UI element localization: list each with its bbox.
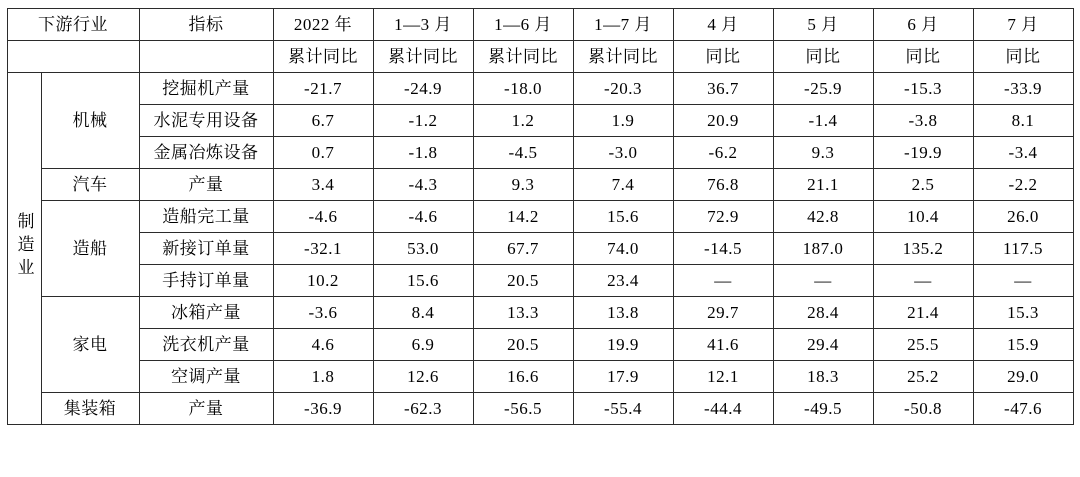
index-cell: 手持订单量 xyxy=(139,265,273,297)
value-cell: 1.8 xyxy=(273,361,373,393)
value-cell: 1.2 xyxy=(473,105,573,137)
value-cell: 29.7 xyxy=(673,297,773,329)
value-cell: 20.9 xyxy=(673,105,773,137)
value-cell: -1.4 xyxy=(773,105,873,137)
index-cell: 挖掘机产量 xyxy=(139,73,273,105)
index-cell: 产量 xyxy=(139,393,273,425)
value-cell: -36.9 xyxy=(273,393,373,425)
header-index-spacer xyxy=(139,41,273,73)
value-cell: 10.2 xyxy=(273,265,373,297)
header-period-6: 6 月 xyxy=(873,9,973,41)
value-cell: -56.5 xyxy=(473,393,573,425)
value-cell: -49.5 xyxy=(773,393,873,425)
value-cell: -4.3 xyxy=(373,169,473,201)
value-cell: 6.9 xyxy=(373,329,473,361)
table-row xyxy=(7,169,1073,201)
index-cell: 水泥专用设备 xyxy=(139,105,273,137)
value-cell: 67.7 xyxy=(473,233,573,265)
value-cell: -21.7 xyxy=(273,73,373,105)
value-cell: 12.6 xyxy=(373,361,473,393)
value-cell: -2.2 xyxy=(973,169,1073,201)
index-cell: 空调产量 xyxy=(139,361,273,393)
value-cell: 16.6 xyxy=(473,361,573,393)
table-row xyxy=(7,233,1073,265)
header-index: 指标 xyxy=(139,9,273,41)
value-cell: -15.3 xyxy=(873,73,973,105)
header-sector-spacer xyxy=(7,41,139,73)
sector-cell: 集装箱 xyxy=(41,393,139,425)
value-cell: 20.5 xyxy=(473,329,573,361)
value-cell: 135.2 xyxy=(873,233,973,265)
value-cell: 0.7 xyxy=(273,137,373,169)
header-sub-5: 同比 xyxy=(773,41,873,73)
value-cell: 29.4 xyxy=(773,329,873,361)
value-cell: 25.2 xyxy=(873,361,973,393)
header-sub-2: 累计同比 xyxy=(473,41,573,73)
index-cell: 产量 xyxy=(139,169,273,201)
value-cell: 10.4 xyxy=(873,201,973,233)
value-cell: 25.5 xyxy=(873,329,973,361)
table-row xyxy=(7,393,1073,425)
value-cell: 53.0 xyxy=(373,233,473,265)
value-cell: -32.1 xyxy=(273,233,373,265)
group-label-text: 制造业 xyxy=(14,211,34,281)
value-cell: 13.3 xyxy=(473,297,573,329)
value-cell: 8.4 xyxy=(373,297,473,329)
value-cell: 2.5 xyxy=(873,169,973,201)
value-cell: -3.0 xyxy=(573,137,673,169)
value-cell: 1.9 xyxy=(573,105,673,137)
value-cell: 74.0 xyxy=(573,233,673,265)
value-cell: 3.4 xyxy=(273,169,373,201)
value-cell: 15.6 xyxy=(373,265,473,297)
value-cell: 42.8 xyxy=(773,201,873,233)
index-cell: 造船完工量 xyxy=(139,201,273,233)
value-cell: 13.8 xyxy=(573,297,673,329)
header-sub-6: 同比 xyxy=(873,41,973,73)
value-cell: -6.2 xyxy=(673,137,773,169)
value-cell: 15.3 xyxy=(973,297,1073,329)
value-cell: 18.3 xyxy=(773,361,873,393)
value-cell: -18.0 xyxy=(473,73,573,105)
value-cell: — xyxy=(873,265,973,297)
value-cell: -50.8 xyxy=(873,393,973,425)
value-cell: 20.5 xyxy=(473,265,573,297)
value-cell: 8.1 xyxy=(973,105,1073,137)
value-cell: 7.4 xyxy=(573,169,673,201)
header-sub-1: 累计同比 xyxy=(373,41,473,73)
sector-cell: 造船 xyxy=(41,201,139,297)
value-cell: 21.4 xyxy=(873,297,973,329)
table-header-row-subheads xyxy=(7,41,1073,73)
value-cell: -4.6 xyxy=(373,201,473,233)
value-cell: -47.6 xyxy=(973,393,1073,425)
value-cell: 76.8 xyxy=(673,169,773,201)
table-row xyxy=(7,329,1073,361)
value-cell: — xyxy=(973,265,1073,297)
value-cell: 29.0 xyxy=(973,361,1073,393)
value-cell: -62.3 xyxy=(373,393,473,425)
value-cell: 9.3 xyxy=(473,169,573,201)
sector-cell: 汽车 xyxy=(41,169,139,201)
value-cell: 19.9 xyxy=(573,329,673,361)
value-cell: 4.6 xyxy=(273,329,373,361)
value-cell: 23.4 xyxy=(573,265,673,297)
index-cell: 冰箱产量 xyxy=(139,297,273,329)
sector-cell: 家电 xyxy=(41,297,139,393)
value-cell: 9.3 xyxy=(773,137,873,169)
value-cell: -44.4 xyxy=(673,393,773,425)
value-cell: -4.5 xyxy=(473,137,573,169)
value-cell: -25.9 xyxy=(773,73,873,105)
header-period-3: 1—7 月 xyxy=(573,9,673,41)
value-cell: -3.8 xyxy=(873,105,973,137)
header-period-0: 2022 年 xyxy=(273,9,373,41)
group-label-manufacturing xyxy=(7,73,41,425)
value-cell: -33.9 xyxy=(973,73,1073,105)
table-row xyxy=(7,201,1073,233)
value-cell: 26.0 xyxy=(973,201,1073,233)
value-cell: -19.9 xyxy=(873,137,973,169)
value-cell: 12.1 xyxy=(673,361,773,393)
index-cell: 新接订单量 xyxy=(139,233,273,265)
header-period-5: 5 月 xyxy=(773,9,873,41)
value-cell: -14.5 xyxy=(673,233,773,265)
header-period-7: 7 月 xyxy=(973,9,1073,41)
value-cell: -20.3 xyxy=(573,73,673,105)
value-cell: — xyxy=(673,265,773,297)
header-sector: 下游行业 xyxy=(7,9,139,41)
sector-cell: 机械 xyxy=(41,73,139,169)
value-cell: 14.2 xyxy=(473,201,573,233)
value-cell: -24.9 xyxy=(373,73,473,105)
value-cell: -1.8 xyxy=(373,137,473,169)
value-cell: 36.7 xyxy=(673,73,773,105)
header-sub-4: 同比 xyxy=(673,41,773,73)
value-cell: 15.9 xyxy=(973,329,1073,361)
value-cell: -3.6 xyxy=(273,297,373,329)
index-cell: 洗衣机产量 xyxy=(139,329,273,361)
value-cell: 72.9 xyxy=(673,201,773,233)
downstream-industry-table xyxy=(7,8,1074,425)
table-row xyxy=(7,73,1073,105)
table-row xyxy=(7,361,1073,393)
value-cell: — xyxy=(773,265,873,297)
value-cell: -55.4 xyxy=(573,393,673,425)
value-cell: 21.1 xyxy=(773,169,873,201)
value-cell: -1.2 xyxy=(373,105,473,137)
header-sub-0: 累计同比 xyxy=(273,41,373,73)
header-period-4: 4 月 xyxy=(673,9,773,41)
index-cell: 金属冶炼设备 xyxy=(139,137,273,169)
header-sub-7: 同比 xyxy=(973,41,1073,73)
header-period-1: 1—3 月 xyxy=(373,9,473,41)
value-cell: 28.4 xyxy=(773,297,873,329)
table-header-row-periods xyxy=(7,9,1073,41)
value-cell: 15.6 xyxy=(573,201,673,233)
table-row xyxy=(7,297,1073,329)
value-cell: -3.4 xyxy=(973,137,1073,169)
header-sub-3: 累计同比 xyxy=(573,41,673,73)
table-row xyxy=(7,265,1073,297)
value-cell: -4.6 xyxy=(273,201,373,233)
value-cell: 17.9 xyxy=(573,361,673,393)
header-period-2: 1—6 月 xyxy=(473,9,573,41)
value-cell: 187.0 xyxy=(773,233,873,265)
table-row xyxy=(7,105,1073,137)
value-cell: 6.7 xyxy=(273,105,373,137)
table-row xyxy=(7,137,1073,169)
value-cell: 41.6 xyxy=(673,329,773,361)
value-cell: 117.5 xyxy=(973,233,1073,265)
